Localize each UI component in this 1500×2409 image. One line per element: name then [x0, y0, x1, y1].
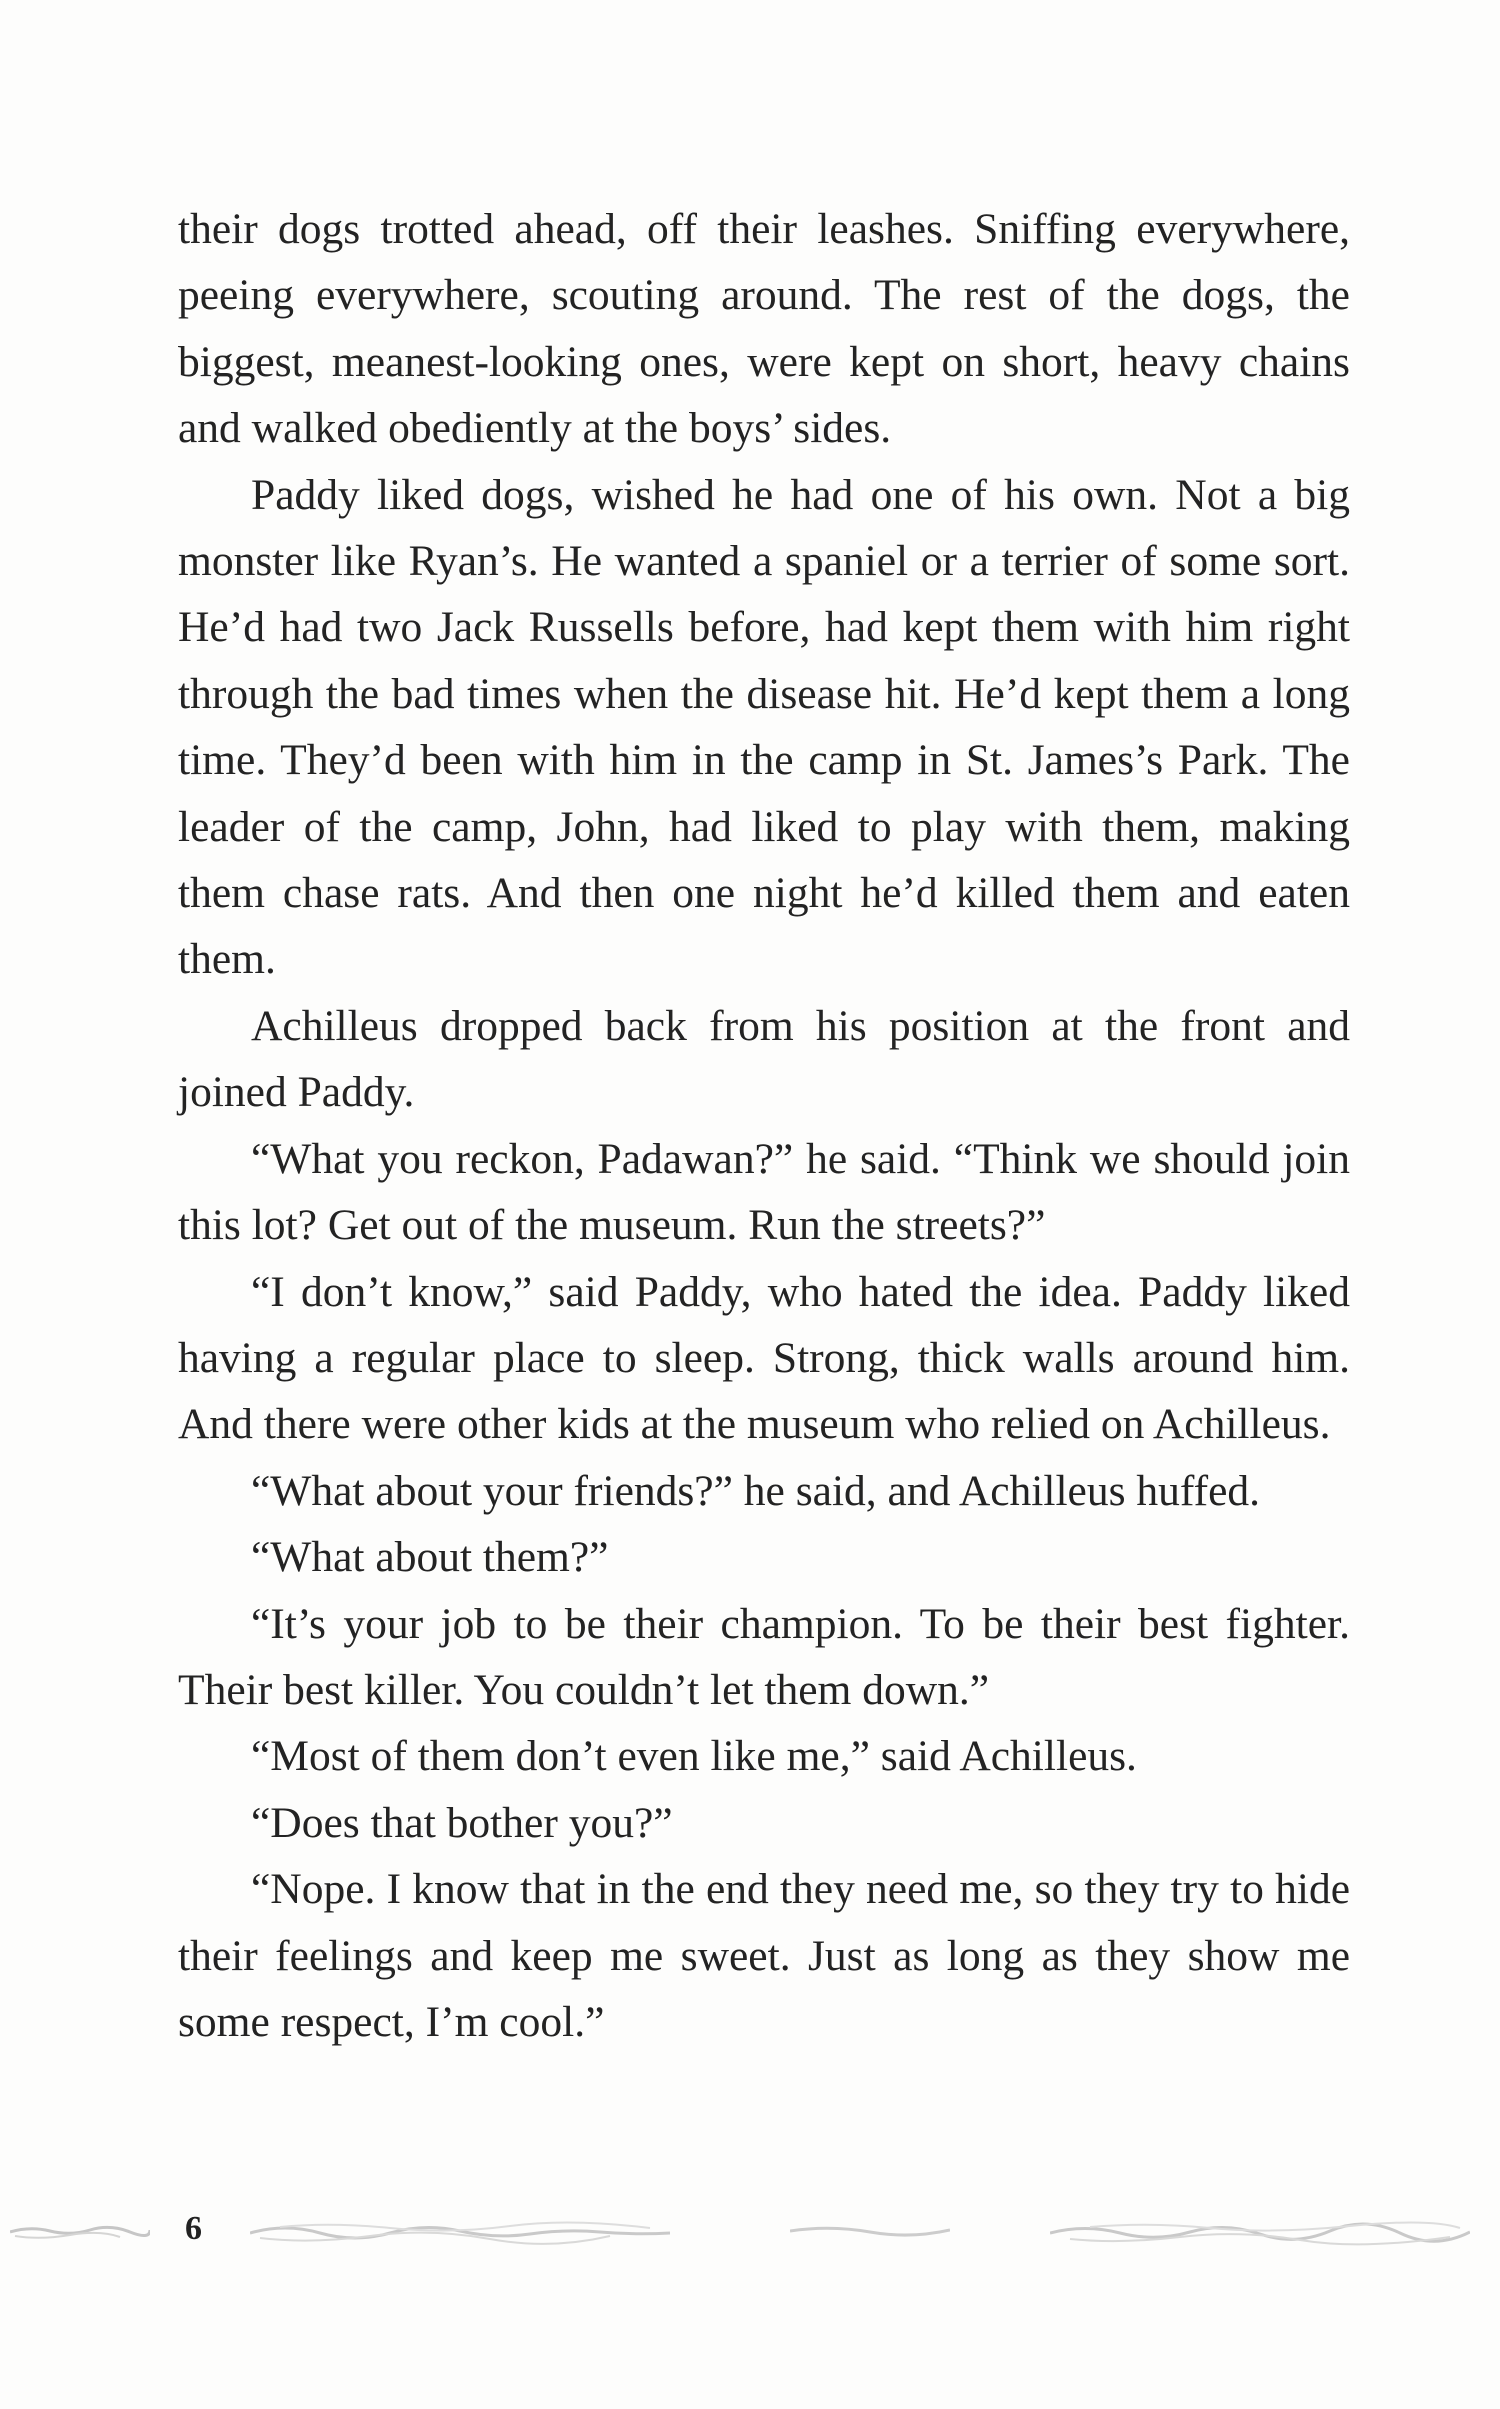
footer-ornament-left: [10, 2218, 150, 2248]
paragraph: “Nope. I know that in the end they need me, so they try to hide their feelings and keep me sweet. Just as long as they show me some respect, I’m cool.”: [178, 1865, 1350, 2046]
page-number: 6: [185, 2210, 202, 2247]
paragraph: “Most of them don’t even like me,” said Achilleus.: [251, 1732, 1137, 1781]
paragraph: “Does that bother you?”: [251, 1798, 673, 1847]
footer-ornament-center-right: [790, 2218, 950, 2248]
paragraph: “What about your friends?” he said, and Achilleus huffed.: [251, 1466, 1261, 1515]
paragraph: “What about them?”: [251, 1533, 609, 1582]
paragraph: “It’s your job to be their champion. To be their best fighter. Their best killer. You couldn’t let them down.”: [178, 1599, 1350, 1714]
paragraph: “I don’t know,” said Paddy, who hated the idea. Paddy liked having a regular place to sleep. Strong, thick walls around him. And there were other kids at the museum who relied on Achilleus.: [178, 1267, 1350, 1449]
footer-ornament-center-left: [250, 2218, 670, 2248]
paragraph: Achilleus dropped back from his position at the front and joined Paddy.: [178, 1001, 1350, 1117]
page-footer: [0, 2200, 1500, 2290]
footer-ornament-right: [1050, 2218, 1470, 2248]
body-text: [178, 196, 1350, 2055]
paragraph: “What you reckon, Padawan?” he said. “Think we should join this lot? Get out of the museum. Run the streets?”: [178, 1134, 1350, 1250]
paragraph: Paddy liked dogs, wished he had one of his own. Not a big monster like Ryan’s. He wanted a spaniel or a terrier of some sort. He’d had two Jack Russells before, had kept them with him right through the bad times when the disease hit. He’d kept them a long time. They’d been with him in the camp in St. James’s Park. The leader of the camp, John, had liked to play with them, making them chase rats. And then one night he’d killed them and eaten them.: [178, 470, 1350, 984]
paragraph: their dogs trotted ahead, off their leashes. Sniffing everywhere, peeing everywhere, scouting around. The rest of the dogs, the biggest, meanest-looking ones, were kept on short, heavy chains and walked obediently at the boys’ sides.: [178, 205, 1350, 453]
